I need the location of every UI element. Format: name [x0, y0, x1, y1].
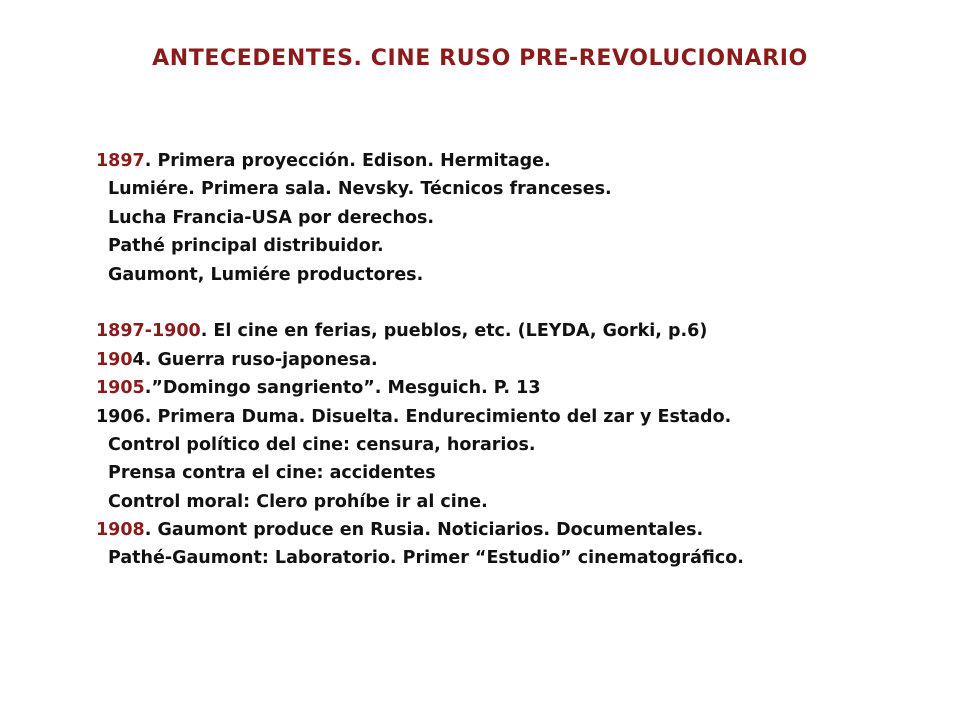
timeline-detail [96, 544, 936, 572]
entry-text: Lumiére. Primera sala. Nevsky. Técnicos franceses. [108, 179, 612, 200]
entry-text: Prensa contra el cine: accidentes [108, 463, 436, 484]
entry-text: . Primera proyección. Edison. Hermitage. [144, 151, 551, 171]
timeline-detail [96, 204, 936, 232]
entry-text: Control moral: Clero prohíbe ir al cine. [108, 491, 488, 512]
block-gap [96, 289, 936, 317]
year-label: 190 [96, 349, 133, 370]
year-label: 1908 [96, 520, 145, 541]
entry-text: Lucha Francia-USA por derechos. [108, 207, 435, 228]
entry-text: Control político del cine: censura, horarios. [108, 434, 536, 455]
timeline-entry [96, 346, 936, 374]
year-label: 1897 [96, 151, 145, 171]
entry-text: Pathé principal distribuidor. [108, 236, 384, 257]
slide-content [96, 147, 936, 573]
timeline-entry [96, 147, 936, 175]
entry-text: Pathé-Gaumont: Laboratorio. Primer “Estudio” cinematográfico. [108, 548, 744, 569]
timeline-entry [96, 317, 936, 345]
entry-text: . El cine en ferias, pueblos, etc. (LEYDA, Gorki, p.6) [200, 321, 708, 342]
timeline-detail [96, 459, 936, 487]
year-label: 1897-1900 [96, 321, 201, 342]
slide-title: ANTECEDENTES. CINE RUSO PRE-REVOLUCIONARIO [152, 46, 808, 71]
timeline-detail [96, 261, 936, 289]
entry-text: .”Domingo sangriento”. Mesguich. P. 13 [144, 378, 541, 399]
entry-text: 1906. Primera Duma. Disuelta. Endurecimiento del zar y Estado. [96, 406, 732, 427]
entry-text: Gaumont, Lumiére productores. [108, 264, 424, 285]
entry-text: . Gaumont produce en Rusia. Noticiarios. Documentales. [144, 520, 704, 541]
timeline-entry [96, 403, 936, 431]
timeline-entry [96, 516, 936, 544]
timeline-detail [96, 431, 936, 459]
year-label: 1905 [96, 378, 145, 399]
timeline-detail [96, 232, 936, 260]
timeline-detail [96, 488, 936, 516]
entry-text: 4. Guerra ruso-japonesa. [132, 349, 378, 370]
timeline-detail [96, 175, 936, 203]
timeline-entry [96, 374, 936, 402]
